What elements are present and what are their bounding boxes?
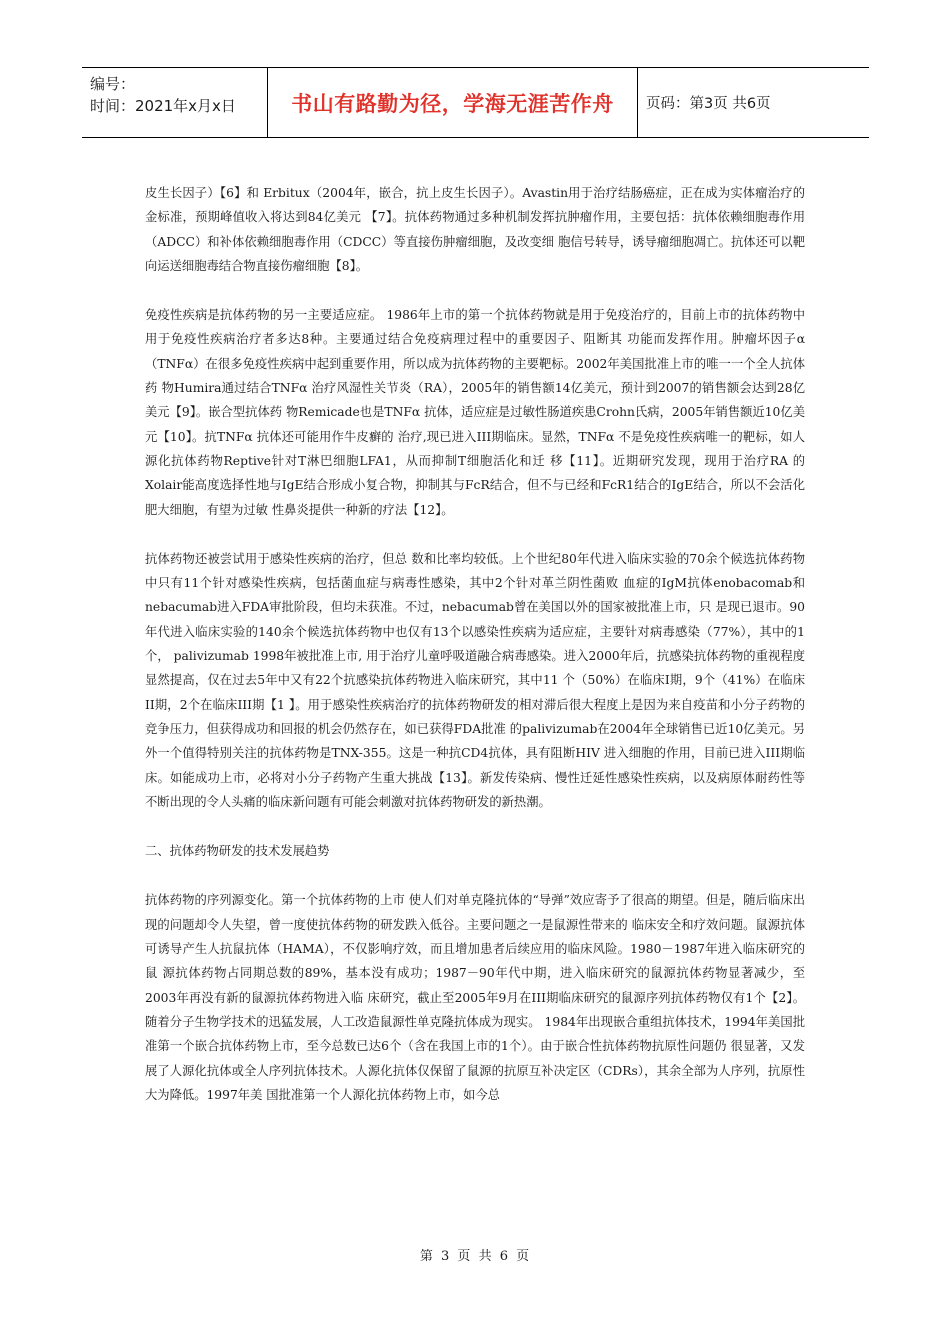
footer-page-num: 3 [440,1249,451,1264]
document-body [145,181,805,1107]
code-label: 编号： [90,75,136,93]
footer-page-word: 第 [419,1249,434,1264]
footer-page-unit: 页 [457,1249,472,1264]
header-page-label: 页码：第3页 共6页 [646,96,771,112]
paragraph-2: 免疫性疾病是抗体药物的另一主要适应症。 1986年上市的第一个抗体药物就是用于免疫治疗的，目前上市的抗体药物中用于免疫性疾病治疗者多达8种。主要通过结合免疫病理过程中的重要因子、阻断其 功能而发挥作用。肿瘤坏因子α（TNFα）在很多免疫性疾病中起到重要作用，所以成为抗体药物的主要靶标。2002年美国批准上市的唯一一个全人抗体药 物Humira通过结合TNFα 治疗风湿性关节炎（RA），2005年的销售额14亿美元，预计到2007的销售额会达到28亿美元【9】。嵌合型抗体药 物Remicade也是TNFα 抗体，适应症是过敏性肠道疾患Crohn氏病，2005年销售额近10亿美元【10】。抗TNFα 抗体还可能用作牛皮癣的 治疗,现已进入III期临床。显然，TNFα 不是免疫性疾病唯一的靶标，如人源化抗体药物Reptive针对T淋巴细胞LFA1，从而抑制T细胞活化和迁 移【11】。近期研究发现，现用于治疗RA 的Xolair能高度选择性地与IgE结合形成小复合物，抑制其与FcR结合，但不与已经和FcR1结合的IgE结合，所以不会活化肥大细胞，有望为过敏 性鼻炎提供一种新的疗法【12】。 [145,308,805,517]
section-title: 二、抗体药物研发的技术发展趋势 [145,844,330,859]
page-footer [0,1245,950,1264]
paragraph-1: 皮生长因子）【6】和 Erbitux（2004年，嵌合，抗上皮生长因子）。Avastin用于治疗结肠癌症，正在成为实体瘤治疗的金标准，预期峰值收入将达到84亿美元 【7】。抗体药物通过多种机制发挥抗肿瘤作用，主要包括：抗体依赖细胞毒作用（ADCC）和补体依赖细胞毒作用（CDCC）等直接伤肿瘤细胞，及改变细 胞信号转导，诱导瘤细胞凋亡。抗体还可以靶向运送细胞毒结合物直接伤瘤细胞【8】。 [145,186,805,273]
paragraph-3: 抗体药物还被尝试用于感染性疾病的治疗，但总 数和比率均较低。上个世纪80年代进入临床实验的70余个候选抗体药物中只有11个针对感染性疾病，包括菌血症与病毒性感染，其中2个针对革兰阴性菌败 血症的IgM抗体enobacomab和nebacumab进入FDA审批阶段，但均未获准。不过，nebacumab曾在美国以外的国家被批准上市，只 是现已退市。90年代进入临床实验的140余个候选抗体药物中也仅有13个以感染性疾病为适应症，主要针对病毒感染（77%），其中的1个， palivizumab 1998年被批准上市, 用于治疗儿童呼吸道融合病毒感染。进入2000年后，抗感染抗体药物的重视程度显然提高，仅在过去5年中又有22个抗感染抗体药物进入临床研究，其中11 个（50%）在临床I期，9个（41%）在临床II期，2个在临床III期【1 】。用于感染性疾病治疗的抗体药物研发的相对滞后很大程度上是因为来自疫苗和小分子药物的竞争压力，但获得成功和回报的机会仍然存在，如已获得FDA批准 的palivizumab在2004年全球销售已近10亿美元。另外一个值得特别关注的抗体药物是TNX-355。这是一种抗CD4抗体，具有阻断HIV 进入细胞的作用，目前已进入III期临床。如能成功上市，必将对小分子药物产生重大挑战【13】。新发传染病、慢性迁延性感染性疾病，以及病原体耐药性等 不断出现的令人头痛的临床新问题有可能会刺激对抗体药物研发的新热潮。 [145,551,805,809]
header-meta [82,68,268,137]
time-label: 时间：2021年x月x日 [90,97,236,115]
header-motto: 书山有路勤为径，学海无涯苦作舟 [268,68,638,137]
page-header [82,67,869,138]
footer-total-num: 6 [499,1249,509,1264]
paragraph-4: 抗体药物的序列源变化。第一个抗体药物的上市 使人们对单克隆抗体的“导弹”效应寄予了很高的期望。但是，随后临床出现的问题却令人失望，曾一度使抗体药物的研发跌入低谷。主要问题之一是鼠源性带来的 临床安全和疗效问题。鼠源抗体可诱导产生人抗鼠抗体（HAMA），不仅影响疗效，而且增加患者后续应用的临床风险。1980－1987年进入临床研究的鼠 源抗体药物占同期总数的89%，基本没有成功；1987－90年代中期，进入临床研究的鼠源抗体药物显著减少，至2003年再没有新的鼠源抗体药物进入临 床研究，截止至2005年9月在III期临床研究的鼠源序列抗体药物仅有1个【2】。随着分子生物学技术的迅猛发展，人工改造鼠源性单克隆抗体成为现实。 1984年出现嵌合重组抗体技术，1994年美国批准第一个嵌合抗体药物上市，至今总数已达6个（含在我国上市的1个）。由于嵌合性抗体药物抗原性问题仍 很显著，又发展了人源化抗体或全人序列抗体技术。人源化抗体仅保留了鼠源的抗原互补决定区（CDRs），其余全部为人序列，抗原性大为降低。1997年美 国批准第一个人源化抗体药物上市，如今总 [145,893,805,1102]
footer-total-word: 共 [478,1249,493,1264]
footer-total-unit: 页 [516,1249,531,1264]
